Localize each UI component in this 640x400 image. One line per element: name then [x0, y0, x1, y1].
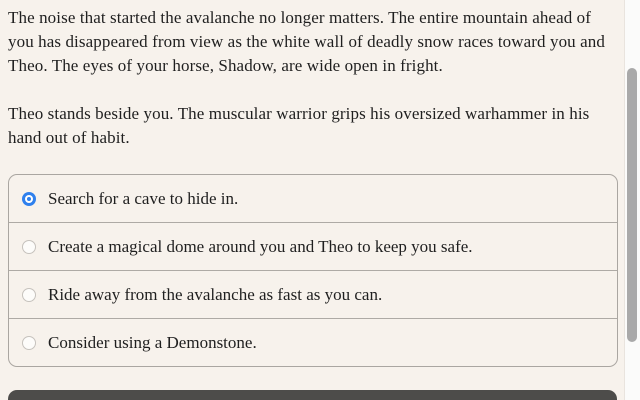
choice-option-3[interactable] [9, 270, 617, 318]
choice-option-label: Create a magical dome around you and Theo to keep you safe. [48, 236, 473, 256]
choice-option-2[interactable] [9, 222, 617, 270]
story-paragraph: Theo stands beside you. The muscular warrior grips his oversized warhammer in his hand out of habit. [8, 104, 590, 147]
choice-option-label: Ride away from the avalanche as fast as you can. [48, 284, 383, 304]
radio-button-icon[interactable] [22, 240, 36, 254]
radio-button-icon[interactable] [22, 336, 36, 350]
story-content [8, 6, 620, 367]
choice-option-label: Search for a cave to hide in. [48, 188, 239, 208]
story-text [8, 6, 620, 150]
choice-option-1[interactable] [9, 175, 617, 222]
radio-button-icon[interactable] [22, 192, 36, 206]
scrollbar-thumb[interactable] [627, 68, 637, 342]
choice-option-label: Consider using a Demonstone. [48, 332, 257, 352]
choice-option-4[interactable] [9, 318, 617, 366]
bottom-dark-bar[interactable] [8, 390, 617, 400]
choice-list [8, 174, 618, 367]
story-paragraph: The noise that started the avalanche no longer matters. The entire mountain ahead of you has disappeared from view as the white wall of deadly snow races toward you and Theo. The eyes of your horse, Shadow, are wide open in fright. [8, 8, 605, 75]
radio-button-icon[interactable] [22, 288, 36, 302]
scrollbar-track[interactable] [624, 0, 640, 400]
